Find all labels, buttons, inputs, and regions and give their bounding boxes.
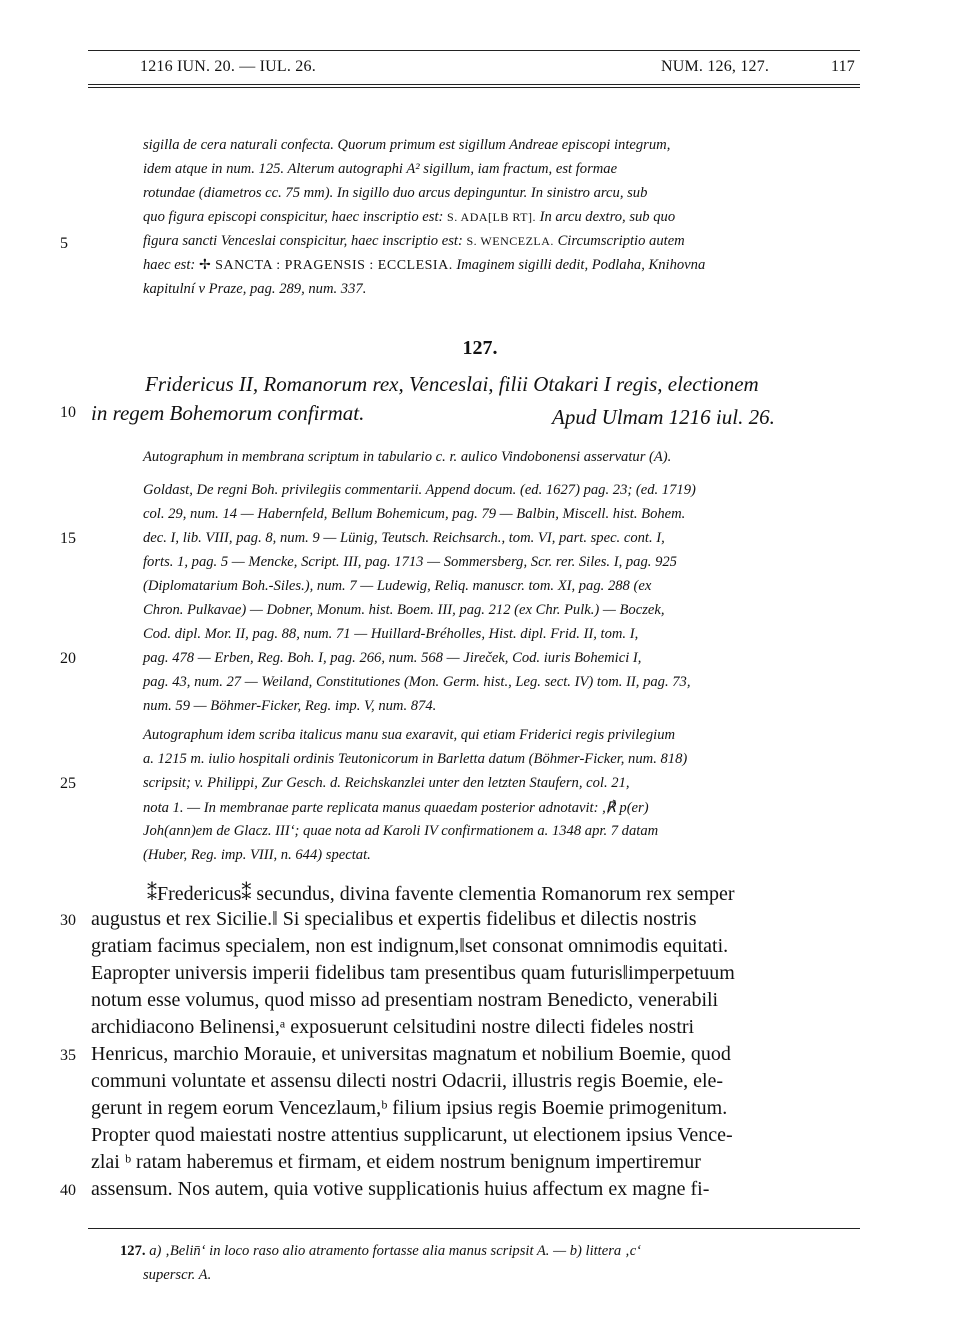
document-number: 127. bbox=[462, 337, 498, 359]
seal-circumscription: ✢ SANCTA : PRAGENSIS : ECCLESIA. bbox=[198, 258, 453, 273]
header-bottom-rule bbox=[88, 84, 860, 85]
edition-line: dec. I, lib. VIII, pag. 8, num. 9 — Lünig, Teutsch. Reichsarch., tom. VI, part. spec. cont. I, bbox=[143, 530, 665, 546]
header-bottom-rule-2 bbox=[88, 87, 860, 88]
seal-inscription: S. WENCEZLA. bbox=[466, 234, 554, 248]
place-date: Apud Ulmam 1216 iul. 26. bbox=[552, 405, 775, 429]
seal-line: kapitulní v Praze, pag. 289, num. 337. bbox=[143, 281, 367, 297]
edition-line: col. 29, num. 14 — Habernfeld, Bellum Bohemicum, pag. 79 — Balbin, Miscell. hist. Bohem. bbox=[143, 506, 686, 522]
seal-line: sigilla de cera naturali confecta. Quorum primum est sigillum Andreae episcopi integrum, bbox=[143, 137, 671, 153]
line-number: 10 bbox=[60, 404, 76, 421]
edition-line: forts. 1, pag. 5 — Mencke, Script. III, pag. 1713 — Sommersberg, Scr. rer. Siles. I, pag. 925 bbox=[143, 554, 677, 570]
edition-line: (Diplomatarium Boh.-Siles.), num. 7 — Ludewig, Reliq. manuscr. tom. XI, pag. 288 (ex bbox=[143, 578, 652, 594]
text-line: communi voluntate et assensu dilecti nostri Odacrii, illustris regis Boemie, ele- bbox=[91, 1070, 724, 1092]
seal-line bbox=[143, 233, 685, 250]
source-line: Autographum in membrana scriptum in tabulario c. r. aulico Vindobonensi asservatur (A). bbox=[143, 449, 672, 465]
text-line: archidiacono Belinensi,ᵃ exposuerunt celsitudini nostre dilecti fideles nostri bbox=[91, 1016, 695, 1038]
edition-line: Chron. Pulkavae) — Dobner, Monum. hist. Boem. III, pag. 212 (ex Chr. Pulk.) — Boczek, bbox=[143, 602, 665, 618]
seal-inscription: S. ADA[LB RT]. bbox=[447, 210, 536, 224]
line-number: 20 bbox=[60, 650, 76, 667]
line-number: 40 bbox=[60, 1182, 76, 1199]
seal-line: rotundae (diametros cc. 75 mm). In sigillo duo arcus depinguntur. In sinistro arcu, sub bbox=[143, 185, 648, 201]
edition-line: Goldast, De regni Boh. privilegiis commentarii. Append docum. (ed. 1627) pag. 23; (ed. 1719) bbox=[143, 482, 696, 498]
seal-text: quo figura episcopi conspicitur, haec inscriptio est: bbox=[143, 209, 444, 225]
seal-line bbox=[143, 209, 675, 226]
page-number: 117 bbox=[831, 58, 856, 75]
text-line: augustus et rex Sicilie.‖ Si specialibus et expertis fidelibus et dilectis nostris bbox=[91, 908, 697, 930]
seal-text: Circumscriptio autem bbox=[557, 233, 685, 249]
footnote-text: a) ‚Belin̄‘ in loco raso alio atramento fortasse alia manus scripsit A. — b) littera ‚c‘ bbox=[149, 1243, 642, 1259]
footnote-number: 127. bbox=[120, 1243, 146, 1259]
line-number: 35 bbox=[60, 1047, 76, 1064]
note-line: nota 1. — In membranae parte replicata manus quaedam posterior adnotavit: ,℟ p(er) bbox=[143, 800, 649, 816]
note-line: a. 1215 m. iulio hospitali ordinis Teutonicorum in Barletta datum (Böhmer-Ficker, num. 818) bbox=[143, 751, 688, 767]
text-line: notum esse volumus, quod misso ad presentiam nostram Benedicto, venerabili bbox=[91, 989, 719, 1011]
line-number: 30 bbox=[60, 912, 76, 929]
footnote-line bbox=[120, 1243, 641, 1260]
note-line: scripsit; v. Philippi, Zur Gesch. d. Reichskanzlei unter den letzten Staufern, col. 21, bbox=[143, 775, 630, 791]
seal-text: Imaginem sigilli dedit, Podlaha, Knihovna bbox=[456, 257, 706, 273]
text-line: zlai ᵇ ratam haberemus et firmam, et eidem nostrum benignum impertiremur bbox=[91, 1151, 701, 1173]
seal-line bbox=[143, 257, 705, 274]
text-line: gerunt in regem eorum Vencezlaum,ᵇ filium ipsius regis Boemie primogenitum. bbox=[91, 1097, 728, 1119]
text-line: assensum. Nos autem, quia votive supplicationis huius affectum ex magne fi- bbox=[91, 1178, 710, 1200]
header-top-rule bbox=[88, 50, 860, 51]
text-line: Henricus, marchio Morauie, et universitas magnatum et nobilium Boemie, quod bbox=[91, 1043, 731, 1065]
line-number: 25 bbox=[60, 775, 76, 792]
text-line: Eapropter universis imperii fidelibus tam presentibus quam futuris‖imperpetuum bbox=[91, 962, 735, 984]
regest-title: Fridericus II, Romanorum rex, Venceslai, filii Otakari I regis, electionem bbox=[145, 372, 759, 396]
note-line: Joh(ann)em de Glacz. III‘; quae nota ad Karoli IV confirmationem a. 1348 apr. 7 datam bbox=[143, 823, 659, 839]
note-line: (Huber, Reg. imp. VIII, n. 644) spectat. bbox=[143, 847, 371, 863]
note-line: Autographum idem scriba italicus manu sua exaravit, qui etiam Friderici regis privilegium bbox=[143, 727, 676, 743]
regest-title: in regem Bohemorum confirmat. bbox=[91, 401, 365, 425]
seal-line: idem atque in num. 125. Alterum autographi A² sigillum, iam fractum, est formae bbox=[143, 161, 618, 177]
running-header bbox=[88, 58, 860, 82]
line-number: 5 bbox=[60, 235, 68, 252]
header-dates: 1216 IUN. 20. — IUL. 26. bbox=[140, 58, 316, 75]
edition-line: pag. 43, num. 27 — Weiland, Constitutiones (Mon. Germ. hist., Leg. sect. IV) tom. II, pag. 73, bbox=[143, 674, 691, 690]
seal-text: haec est: bbox=[143, 257, 196, 273]
line-number: 15 bbox=[60, 530, 76, 547]
footnote-line: superscr. A. bbox=[143, 1267, 212, 1283]
text-line: Propter quod maiestati nostre attentius supplicarunt, ut electionem ipsius Vence- bbox=[91, 1124, 733, 1146]
edition-line: Cod. dipl. Mor. II, pag. 88, num. 71 — Huillard-Bréholles, Hist. dipl. Frid. II, tom. I, bbox=[143, 626, 639, 642]
header-doc-numbers: NUM. 126, 127. bbox=[661, 58, 770, 75]
edition-line: pag. 478 — Erben, Reg. Boh. I, pag. 266, num. 568 — Jireček, Cod. iuris Bohemici I, bbox=[143, 650, 642, 666]
seal-text: In arcu dextro, sub quo bbox=[539, 209, 676, 225]
text-line: gratiam facimus specialem, non est indignum,‖set consonat omnimodis equitati. bbox=[91, 935, 729, 957]
edition-line: num. 59 — Böhmer-Ficker, Reg. imp. V, num. 874. bbox=[143, 698, 437, 714]
seal-text: figura sancti Venceslai conspicitur, haec inscriptio est: bbox=[143, 233, 463, 249]
footnote-rule bbox=[88, 1228, 860, 1229]
text-line: ⁑Fredericus⁑ secundus, divina favente clementia Romanorum rex semper bbox=[147, 883, 735, 905]
